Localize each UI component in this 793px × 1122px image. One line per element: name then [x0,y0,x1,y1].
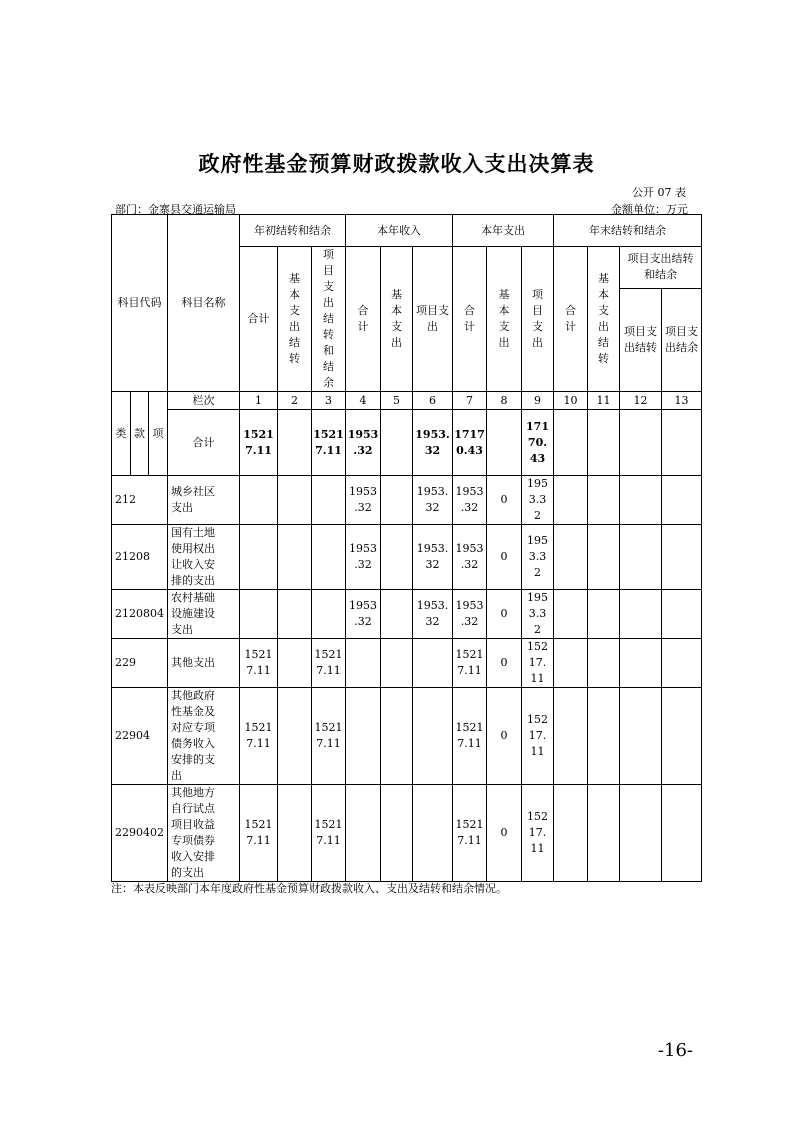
row-c8: 0 [487,688,522,785]
row-c5 [381,525,413,590]
row-name: 城乡社区 支出 [168,476,240,525]
row-c12 [620,785,662,882]
row-c13 [662,639,702,688]
row-c9: 152 17. 11 [522,688,554,785]
col-num: 7 [453,392,487,410]
table-row [112,639,702,688]
row-code: 2120804 [112,590,168,639]
col-num: 4 [346,392,381,410]
col-num: 12 [620,392,662,410]
page-title: 政府性基金预算财政拨款收入支出决算表 [198,151,595,176]
col-num: 10 [554,392,588,410]
row-c13 [662,590,702,639]
row-c6: 1953. 32 [413,525,453,590]
col-num: 2 [278,392,312,410]
col-num: 8 [487,392,522,410]
row-c5 [381,476,413,525]
total-c1: 1521 7.11 [240,410,278,476]
row-c9: 152 17. 11 [522,639,554,688]
header-expense-project: 项 目 支 出 [522,247,554,392]
amount-unit-label: 金额单位：万元 [611,203,688,216]
header-group-income: 本年收入 [346,215,453,247]
row-c1: 1521 7.11 [240,639,278,688]
row-c2 [278,688,312,785]
header-income-basic: 基 本 支 出 [381,247,413,392]
row-c7: 1521 7.11 [453,785,487,882]
row-c9: 152 17. 11 [522,785,554,882]
row-c9: 195 3.3 2 [522,525,554,590]
row-c1: 1521 7.11 [240,785,278,882]
total-c12 [620,410,662,476]
row-c6: 1953. 32 [413,476,453,525]
row-c7: 1521 7.11 [453,639,487,688]
row-c3 [312,590,346,639]
row-name: 其他支出 [168,639,240,688]
row-c6: 1953. 32 [413,590,453,639]
total-c6: 1953. 32 [413,410,453,476]
header-lei: 类 [112,392,131,476]
row-c2 [278,590,312,639]
total-c13 [662,410,702,476]
total-c5 [381,410,413,476]
row-c8: 0 [487,785,522,882]
col-num: 11 [588,392,620,410]
row-c4 [346,785,381,882]
row-c12 [620,688,662,785]
row-c8: 0 [487,525,522,590]
table-row [112,476,702,525]
table-row [112,785,702,882]
row-c1 [240,590,278,639]
table-row [112,688,702,785]
row-c6 [413,688,453,785]
row-c1: 1521 7.11 [240,688,278,785]
row-c5 [381,688,413,785]
row-c10 [554,785,588,882]
header-end-project-carry: 项目支 出结转 [620,288,662,391]
row-code: 229 [112,639,168,688]
header-group-begin: 年初结转和结余 [240,215,346,247]
row-name: 国有土地 使用权出 让收入安 排的支出 [168,525,240,590]
row-c10 [554,525,588,590]
row-c8: 0 [487,639,522,688]
row-c6 [413,785,453,882]
row-c7: 1953 .32 [453,590,487,639]
form-number: 公开 07 表 [632,186,686,199]
row-c13 [662,785,702,882]
row-code: 2290402 [112,785,168,882]
row-c13 [662,525,702,590]
col-num: 3 [312,392,346,410]
row-c10 [554,639,588,688]
row-c3: 1521 7.11 [312,639,346,688]
row-c11 [588,639,620,688]
total-c9: 171 70. 43 [522,410,554,476]
total-c3: 1521 7.11 [312,410,346,476]
row-code: 21208 [112,525,168,590]
row-c11 [588,785,620,882]
row-c4 [346,639,381,688]
header-begin-basic-carry: 基 本 支 出 结 转 [278,247,312,392]
row-c10 [554,476,588,525]
header-end-total: 合 计 [554,247,588,392]
header-income-total: 合 计 [346,247,381,392]
header-begin-total: 合计 [240,247,278,392]
header-group-expense: 本年支出 [453,215,554,247]
row-c5 [381,590,413,639]
row-c11 [588,525,620,590]
row-c7: 1521 7.11 [453,688,487,785]
row-c4: 1953 .32 [346,476,381,525]
row-c12 [620,590,662,639]
row-c5 [381,785,413,882]
row-c11 [588,590,620,639]
row-c3: 1521 7.11 [312,688,346,785]
total-c10 [554,410,588,476]
row-name: 其他地方 自行试点 项目收益 专项债券 收入安排 的支出 [168,785,240,882]
header-group-end: 年末结转和结余 [554,215,702,247]
row-c11 [588,476,620,525]
row-name: 农村基础 设施建设 支出 [168,590,240,639]
row-c1 [240,476,278,525]
header-lanci: 栏次 [168,392,240,410]
row-c2 [278,785,312,882]
header-end-basic-carry: 基 本 支 出 结 转 [588,247,620,392]
col-num: 13 [662,392,702,410]
col-num: 9 [522,392,554,410]
row-c8: 0 [487,476,522,525]
row-name: 其他政府 性基金及 对应专项 债务收入 安排的支 出 [168,688,240,785]
footnote: 注：本表反映部门本年度政府性基金预算财政拨款收入、支出及结转和结余情况。 [111,882,507,895]
total-c11 [588,410,620,476]
row-c7: 1953 .32 [453,525,487,590]
col-num: 1 [240,392,278,410]
row-c12 [620,476,662,525]
final-accounts-table [111,214,702,882]
row-c3 [312,525,346,590]
row-c2 [278,525,312,590]
row-c4 [346,688,381,785]
row-code: 212 [112,476,168,525]
row-c13 [662,476,702,525]
total-c2 [278,410,312,476]
col-num: 5 [381,392,413,410]
row-c13 [662,688,702,785]
row-c5 [381,639,413,688]
col-num: 6 [413,392,453,410]
header-name: 科目名称 [168,215,240,392]
department-label: 部门：金寨县交通运输局 [115,203,236,216]
row-c8: 0 [487,590,522,639]
row-c9: 195 3.3 2 [522,590,554,639]
total-c8 [487,410,522,476]
row-c7: 1953 .32 [453,476,487,525]
header-xiang: 项 [149,392,168,476]
page-number: -16- [657,1040,693,1061]
row-c10 [554,590,588,639]
header-end-project-sub: 项目支出结转 和结余 [620,247,702,289]
row-c12 [620,525,662,590]
header-kuan: 款 [131,392,149,476]
row-c3 [312,476,346,525]
row-c4: 1953 .32 [346,525,381,590]
total-c4: 1953 .32 [346,410,381,476]
row-c4: 1953 .32 [346,590,381,639]
table-row [112,590,702,639]
row-c10 [554,688,588,785]
row-c12 [620,639,662,688]
header-begin-project-carry-balance: 项 目 支 出 结 转 和 结 余 [312,247,346,392]
header-expense-basic: 基 本 支 出 [487,247,522,392]
row-c6 [413,639,453,688]
row-c9: 195 3.3 2 [522,476,554,525]
header-expense-total: 合 计 [453,247,487,392]
total-row-label: 合计 [168,410,240,476]
row-c2 [278,476,312,525]
row-c2 [278,639,312,688]
header-code: 科目代码 [112,215,168,392]
row-code: 22904 [112,688,168,785]
table-row [112,525,702,590]
row-c3: 1521 7.11 [312,785,346,882]
header-income-project: 项目支出 [413,247,453,392]
row-c1 [240,525,278,590]
total-c7: 1717 0.43 [453,410,487,476]
row-c11 [588,688,620,785]
header-end-project-balance: 项目支 出结余 [662,288,702,391]
